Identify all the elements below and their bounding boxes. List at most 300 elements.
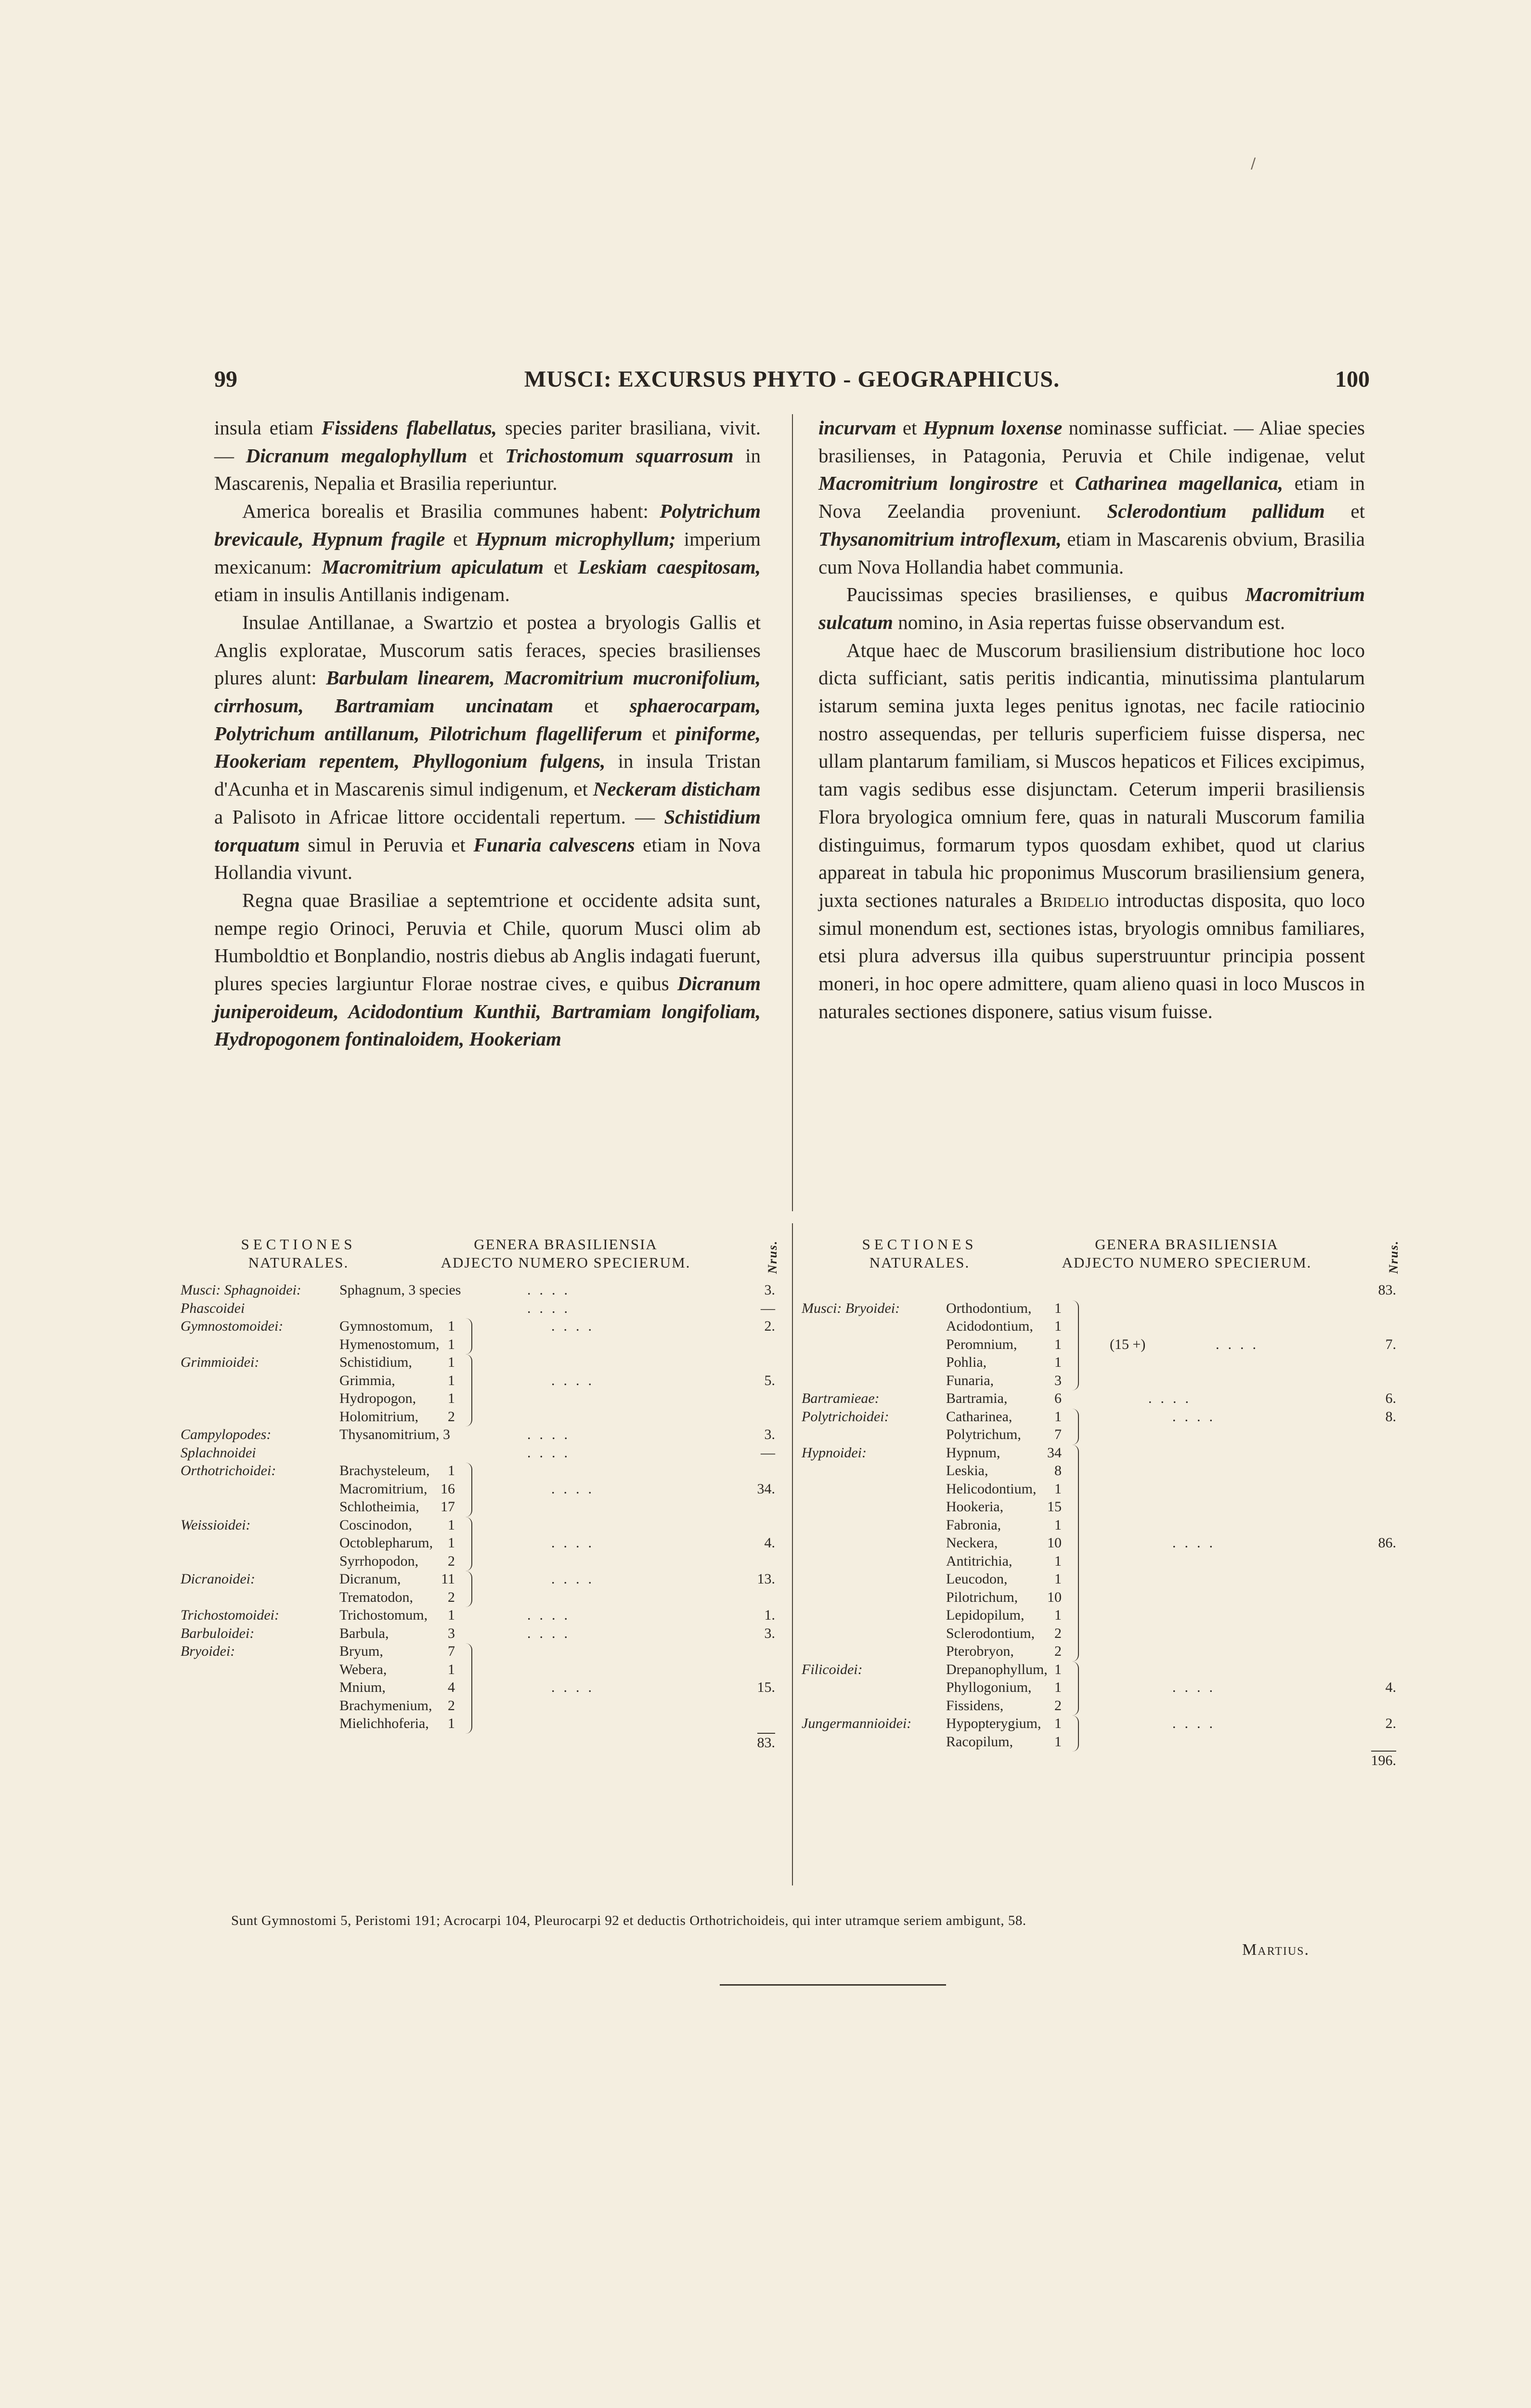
leader-dots: ....	[1216, 1336, 1265, 1352]
end-rule	[720, 1984, 946, 1986]
section-name: Weissioidei:	[181, 1517, 251, 1533]
text-run: America borealis et Brasilia communes habent:	[242, 500, 660, 523]
table-row	[181, 1281, 780, 1299]
section-group	[181, 1462, 780, 1516]
genus-name: Holomitrium,	[339, 1408, 419, 1425]
table-row	[802, 1624, 1401, 1643]
section-total: 2.	[1385, 1715, 1396, 1731]
genus-name: Sphagnum, 3 species	[339, 1282, 461, 1298]
leader-dots: ....	[1172, 1715, 1221, 1731]
paragraph	[214, 887, 761, 1053]
table-header	[181, 1235, 780, 1281]
genus-name: Gymnostomum,	[339, 1318, 433, 1334]
species-count: 1	[1054, 1571, 1062, 1587]
header-naturales: NATURALES.	[248, 1254, 349, 1271]
leader-dots: ....	[551, 1318, 600, 1334]
leader-dots: ....	[1148, 1390, 1197, 1406]
table-sum: 83.	[757, 1733, 776, 1752]
summary-line: Sunt Gymnostomi 5, Peristomi 191; Acrocarpi 104, Pleurocarpi 92 et deductis Orthotrichoideis, qui inter utramque seriem ambigunt, 58.	[231, 1913, 1026, 1928]
species-count: 1	[448, 1390, 455, 1406]
italic-run: Macromitrium sulcatum	[818, 583, 1365, 633]
table-row	[181, 1552, 780, 1570]
leader-dots: ....	[527, 1426, 576, 1442]
section-name: Phascoidei	[181, 1300, 245, 1316]
italic-run: Barbulam linearem, Macromitrium mucronifolium, cirrhosum, Bartramiam uncinatam	[214, 667, 761, 717]
text-run: a Palisoto in Africae littore occidentali repertum. —	[214, 805, 664, 828]
paragraph	[214, 609, 761, 887]
genus-name: Lepidopilum,	[946, 1607, 1025, 1623]
text-run: introductas disposita, quo loco simul monendum est, sectiones istas, bryologis omnibus familiares, etsi plura adversus illa quibus superstruuntur principia possent moneri, in hoc opere admittere, quam alieno quasi in loco Muscos in naturales sectiones disponere, satius visum fuisse.	[818, 889, 1365, 1022]
table-row	[181, 1372, 780, 1390]
species-count: 6	[1054, 1390, 1062, 1406]
italic-run: Polytrichum brevicaule, Hypnum fragile	[214, 500, 761, 550]
text-run: Atque haec de Muscorum brasiliensium distributione hoc loco dicta sufficiant, satis peritis indicantia, minutissima plantularum istarum semina juxta leges penitus ignotas, nec facile ratiocinio nostro assequendas, per telluris superficiem fuisse dispersa, nec ullam plantarum familiam, si Muscos hepaticos et Filices excipimus, tam vagis sedibus esse disjunctam. Ceterum imperii brasiliensis Flora bryologica omnium fere, quas in naturali Muscorum familia distinguimus, formarum typos quosdam exhibet, quod ut clarius appareat in tabula hic proponimus Muscorum brasiliensium genera, juxta sectiones naturales a	[818, 639, 1365, 911]
genus-name: Catharinea,	[946, 1408, 1012, 1425]
species-count: 7	[448, 1643, 455, 1659]
section-name: Filicoidei:	[802, 1661, 863, 1677]
table-row	[802, 1299, 1401, 1318]
carried-total: 83.	[1378, 1282, 1396, 1298]
table-row	[181, 1498, 780, 1516]
text-run: et	[544, 555, 578, 578]
species-count: 8	[1054, 1463, 1062, 1479]
section-name: Gymnostomoidei:	[181, 1318, 284, 1334]
species-count: 1	[1054, 1336, 1062, 1352]
brace-mark	[1071, 1715, 1079, 1752]
table-row	[181, 1624, 780, 1643]
table-row	[802, 1408, 1401, 1426]
table-row	[802, 1606, 1401, 1624]
species-count: 2	[448, 1697, 455, 1714]
text-run: etiam in insulis Antillanis indigenam.	[214, 583, 510, 606]
table-row	[802, 1480, 1401, 1498]
italic-run: Hypnum loxense	[923, 417, 1063, 439]
margin-mark: /	[1251, 155, 1256, 172]
table-row	[802, 1462, 1401, 1480]
genus-name: Leskia,	[946, 1463, 988, 1479]
leader-dots: ....	[1172, 1408, 1221, 1425]
genus-name: Syrrhopodon,	[339, 1553, 419, 1569]
section-group	[181, 1426, 780, 1444]
species-count: 2	[1054, 1625, 1062, 1641]
genus-name: Mnium,	[339, 1679, 386, 1695]
text-run: Insulae Antillanae, a Swartzio et postea a bryologis Gallis et Anglis exploratae, Muscorum satis feraces, species brasilienses plures alunt:	[214, 611, 761, 689]
genus-name: Fissidens,	[946, 1697, 1004, 1714]
section-total: 3.	[764, 1625, 775, 1641]
species-count: 10	[1047, 1535, 1062, 1551]
species-count: 1	[1054, 1300, 1062, 1316]
genus-name: Octoblepharum,	[339, 1535, 433, 1551]
text-run: et	[553, 694, 630, 717]
section-group	[802, 1444, 1401, 1661]
genus-name: Mielichhoferia,	[339, 1715, 429, 1731]
section-total: 15.	[757, 1679, 775, 1695]
section-total: 2.	[764, 1318, 775, 1334]
brace-mark	[465, 1354, 472, 1426]
section-total: 3.	[764, 1426, 775, 1442]
section-group	[181, 1570, 780, 1606]
italic-run: Macromitrium longirostre	[818, 472, 1038, 495]
text-run: insula etiam	[214, 417, 322, 439]
table-row	[802, 1714, 1401, 1733]
table-row	[181, 1389, 780, 1408]
section-group	[181, 1606, 780, 1624]
italic-run: Neckeram disticham	[593, 778, 761, 800]
text-run: et	[467, 444, 506, 467]
italic-run: Dicranum megalophyllum	[246, 444, 467, 467]
species-count: 1	[448, 1463, 455, 1479]
genus-name: Brachymenium,	[339, 1697, 432, 1714]
genus-name: Macromitrium,	[339, 1480, 428, 1497]
genus-name: Sclerodontium,	[946, 1625, 1035, 1641]
text-run: nominasse sufficiat. — Aliae species brasilienses, in Patagonia, Peruvia et Chile indigenae, velut	[818, 417, 1365, 467]
table-row	[802, 1516, 1401, 1534]
table-row	[181, 1480, 780, 1498]
species-count: 1	[1054, 1607, 1062, 1623]
section-total: 4.	[764, 1535, 775, 1551]
italic-run: Schistidium torquatum	[214, 805, 761, 856]
header-naturales: NATURALES.	[869, 1254, 970, 1271]
small-caps-run: Bridelio	[1039, 889, 1109, 911]
brace-mark	[1071, 1300, 1079, 1391]
table-row	[181, 1516, 780, 1534]
table-row	[181, 1570, 780, 1588]
table-divider	[792, 1223, 793, 1885]
genus-name: Hydropogon,	[339, 1390, 416, 1406]
section-group	[181, 1299, 780, 1318]
header-sectiones: SECTIONES	[241, 1236, 356, 1253]
italic-run: Trichostomum squarrosum	[505, 444, 734, 467]
leader-dots: ....	[551, 1679, 600, 1695]
text-run: species pariter brasiliana, vivit. —	[214, 417, 761, 467]
genus-name: Coscinodon,	[339, 1517, 412, 1533]
genus-name: Schlotheimia,	[339, 1499, 419, 1515]
brace-mark	[465, 1643, 472, 1734]
species-count: 1	[448, 1535, 455, 1551]
species-count: 1	[1054, 1715, 1062, 1731]
species-count: 1	[1054, 1318, 1062, 1334]
genus-name: Acidodontium,	[946, 1318, 1033, 1334]
species-count: 4	[448, 1679, 455, 1695]
genus-name: Hypopterygium,	[946, 1715, 1041, 1731]
text-run: etiam in Nova Hollandia vivunt.	[214, 833, 761, 884]
text-run: imperium mexicanum:	[214, 527, 761, 578]
table-row	[181, 1661, 780, 1679]
species-count: 34	[1047, 1444, 1062, 1461]
leader-dots: ....	[551, 1372, 600, 1388]
section-name: Grimmioidei:	[181, 1354, 259, 1370]
species-count: 1	[1054, 1679, 1062, 1695]
header-sectiones: SECTIONES	[862, 1236, 977, 1253]
text-run: etiam in Mascarenis obvium, Brasilia cum Nova Hollandia habet communia.	[818, 527, 1365, 578]
table-body	[181, 1281, 780, 1733]
species-count: 10	[1047, 1589, 1062, 1605]
genus-name: Schistidium,	[339, 1354, 412, 1370]
table-row	[802, 1335, 1401, 1354]
species-count: 1	[448, 1336, 455, 1352]
italic-run: piniforme, Hookeriam repentem, Phyllogonium fulgens,	[214, 722, 761, 772]
table-row	[802, 1733, 1401, 1751]
text-run: et	[896, 417, 923, 439]
section-total: 5.	[764, 1372, 775, 1388]
species-count: 2	[1054, 1643, 1062, 1659]
section-group	[181, 1642, 780, 1733]
section-total: 86.	[1378, 1535, 1396, 1551]
section-name: Jungermannioidei:	[802, 1715, 912, 1731]
italic-run: Fissidens flabellatus,	[321, 417, 497, 439]
section-name: Musci: Bryoidei:	[802, 1300, 900, 1316]
species-count: 3	[448, 1625, 455, 1641]
table-row	[181, 1642, 780, 1661]
table-row	[802, 1678, 1401, 1697]
italic-run: Dicranum juniperoideum, Acidodontium Kunthii, Bartramiam longifoliam, Hydropogonem fontinaloidem, Hookeriam	[214, 972, 761, 1050]
page-number-right: 100	[1335, 366, 1370, 392]
genus-name: Polytrichum,	[946, 1426, 1021, 1442]
species-count: 3	[1054, 1372, 1062, 1388]
section-total: 34.	[757, 1480, 775, 1497]
species-count: 1	[1054, 1408, 1062, 1425]
right-text-column	[818, 414, 1365, 1025]
leader-dots: ....	[527, 1607, 576, 1623]
brace-mark	[465, 1463, 472, 1517]
species-count: 1	[448, 1517, 455, 1533]
genus-name: Trichostomum,	[339, 1607, 428, 1623]
species-count: 1	[1054, 1661, 1062, 1677]
leader-dots: ....	[527, 1625, 576, 1641]
section-group	[802, 1408, 1401, 1444]
species-count: 1	[1054, 1480, 1062, 1497]
species-count: 1	[1054, 1553, 1062, 1569]
table-row	[181, 1408, 780, 1426]
table-header	[802, 1235, 1401, 1281]
italic-run: sphaerocarpam, Polytrichum antillanum, Pilotrichum flagelliferum	[214, 694, 761, 745]
table-row	[802, 1389, 1401, 1408]
species-count: 1	[448, 1372, 455, 1388]
brace-mark	[1071, 1662, 1079, 1716]
genus-name: Hookeria,	[946, 1499, 1004, 1515]
table-row	[802, 1697, 1401, 1715]
text-run: Regna quae Brasiliae a septemtrione et occidente adsita sunt, nempe regio Orinoci, Peruvia et Chile, quorum Musci olim ab Humboldtio et Bonplandio, nostris diebus ab Anglis indagati fuerunt, plures species largiuntur Florae nostrae cives, e quibus	[214, 889, 761, 995]
brace-mark	[465, 1318, 472, 1354]
text-run: etiam in Nova Zeelandia proveniunt.	[818, 472, 1365, 523]
section-group	[802, 1714, 1401, 1751]
leader-dots: ....	[551, 1480, 600, 1497]
section-group	[802, 1299, 1401, 1390]
genus-name: Racopilum,	[946, 1733, 1013, 1750]
species-count: 7	[1054, 1426, 1062, 1442]
table-row	[802, 1570, 1401, 1588]
italic-run: Sclerodontium pallidum	[1107, 500, 1325, 523]
section-group	[181, 1317, 780, 1353]
table-row	[802, 1372, 1401, 1390]
page-number-left: 99	[214, 366, 237, 392]
table-row	[181, 1353, 780, 1372]
species-count: 1	[448, 1354, 455, 1370]
table-row	[802, 1588, 1401, 1607]
italic-run: Thysanomitrium introflexum,	[818, 527, 1062, 550]
section-total: —	[761, 1444, 775, 1461]
genus-name: Webera,	[339, 1661, 387, 1677]
species-count: 2	[448, 1408, 455, 1425]
table-sum: 196.	[1371, 1751, 1397, 1770]
genus-name: Hymenostomum,	[339, 1336, 440, 1352]
table-row	[181, 1534, 780, 1552]
text-run: et	[445, 527, 476, 550]
species-count: 1	[448, 1607, 455, 1623]
section-total: 4.	[1385, 1679, 1396, 1695]
text-run: simul in Peruvia et	[299, 833, 474, 856]
leader-dots: ....	[551, 1571, 600, 1587]
genus-name: Thysanomitrium, 3	[339, 1426, 450, 1442]
genus-name: Pilotrichum,	[946, 1589, 1018, 1605]
section-name: Hypnoidei:	[802, 1444, 867, 1461]
section-total: 3.	[764, 1282, 775, 1298]
table-row	[802, 1317, 1401, 1335]
paragraph	[214, 414, 761, 497]
genus-name: Pterobryon,	[946, 1643, 1014, 1659]
genus-name: Drepanophyllum,	[946, 1661, 1048, 1677]
species-count: 2	[448, 1553, 455, 1569]
genus-name: Orthodontium,	[946, 1300, 1032, 1316]
text-run: in Mascarenis, Nepalia et Brasilia reperiuntur.	[214, 444, 761, 495]
species-count: 1	[448, 1661, 455, 1677]
header-genera: GENERA BRASILIENSIA	[474, 1236, 658, 1253]
leader-dots: ....	[1172, 1679, 1221, 1695]
leader-dots: ....	[527, 1300, 576, 1316]
genus-name: Dicranum,	[339, 1571, 401, 1587]
section-group	[181, 1624, 780, 1643]
brace-mark	[465, 1571, 472, 1607]
species-count: 2	[1054, 1697, 1062, 1714]
brace-mark	[465, 1517, 472, 1571]
genus-name: Barbula,	[339, 1625, 389, 1641]
table-row	[181, 1714, 780, 1733]
section-group	[181, 1516, 780, 1570]
section-name: Polytrichoidei:	[802, 1408, 889, 1425]
section-name: Bryoidei:	[181, 1643, 235, 1659]
section-name: Campylopodes:	[181, 1426, 272, 1442]
leader-dots: ....	[527, 1444, 576, 1461]
leader-dots: ....	[527, 1282, 576, 1298]
table-row	[181, 1426, 780, 1444]
column-divider	[792, 414, 793, 1211]
species-count: 1	[448, 1715, 455, 1731]
header-nrus: Nrus.	[766, 1240, 779, 1274]
table-row	[181, 1299, 780, 1318]
paragraph	[214, 497, 761, 609]
brace-mark	[1071, 1409, 1079, 1445]
genus-name: Trematodon,	[339, 1589, 414, 1605]
genus-name: Antitrichia,	[946, 1553, 1012, 1569]
text-run: in insula Tristan d'Acunha et in Mascarenis simul indigenum, et	[214, 750, 761, 800]
genus-name: Neckera,	[946, 1535, 998, 1551]
section-name: Musci: Sphagnoidei:	[181, 1282, 301, 1298]
genus-name: Leucodon,	[946, 1571, 1008, 1587]
genus-name: Phyllogonium,	[946, 1679, 1032, 1695]
species-count: 1	[448, 1318, 455, 1334]
species-count: 17	[441, 1499, 455, 1515]
author-signature: Martius.	[1242, 1941, 1310, 1959]
species-count: 2	[448, 1589, 455, 1605]
italic-run: Macromitrium apiculatum	[322, 555, 544, 578]
section-name: Barbuloidei:	[181, 1625, 255, 1641]
table-row	[181, 1335, 780, 1354]
species-count: 1	[1054, 1354, 1062, 1370]
paragraph	[818, 581, 1365, 636]
table-row	[802, 1444, 1401, 1462]
leader-dots: ....	[551, 1535, 600, 1551]
genus-name: Bartramia,	[946, 1390, 1008, 1406]
genera-table-left	[181, 1235, 780, 1751]
header-nrus: Nrus.	[1387, 1240, 1401, 1274]
table-row	[181, 1317, 780, 1335]
header-adjecto: ADJECTO NUMERO SPECIERUM.	[1062, 1254, 1312, 1271]
text-run: et	[1038, 472, 1075, 495]
genus-name: Fabronia,	[946, 1517, 1001, 1533]
section-name: Dicranoidei:	[181, 1571, 255, 1587]
left-text-column	[214, 414, 761, 1053]
table-row	[181, 1588, 780, 1607]
section-total: 8.	[1385, 1408, 1396, 1425]
italic-run: Leskiam caespitosam,	[578, 555, 761, 578]
section-group	[181, 1444, 780, 1462]
section-group	[181, 1353, 780, 1426]
table-row	[802, 1642, 1401, 1661]
table-row	[181, 1606, 780, 1624]
section-total: 1.	[764, 1607, 775, 1623]
brace-mark	[1071, 1445, 1079, 1662]
table-row	[802, 1498, 1401, 1516]
section-name: Bartramieae:	[802, 1390, 880, 1406]
section-name: Trichostomoidei:	[181, 1607, 280, 1623]
running-title: MUSCI: EXCURSUS PHYTO - GEOGRAPHICUS.	[524, 366, 1060, 392]
species-count: 1	[1054, 1517, 1062, 1533]
section-group	[802, 1389, 1401, 1408]
italic-run: Funaria calvescens	[473, 833, 635, 856]
header-genera: GENERA BRASILIENSIA	[1095, 1236, 1279, 1253]
table-row	[802, 1534, 1401, 1552]
table-row	[802, 1552, 1401, 1570]
paragraph	[818, 414, 1365, 581]
table-row	[181, 1462, 780, 1480]
genus-name: Peromnium,	[946, 1336, 1017, 1352]
header-adjecto: ADJECTO NUMERO SPECIERUM.	[441, 1254, 691, 1271]
table-row	[802, 1353, 1401, 1372]
table-row	[181, 1444, 780, 1462]
text-run: et	[1324, 500, 1365, 523]
running-header	[214, 366, 1370, 400]
text-run: et	[642, 722, 676, 745]
paragraph	[818, 637, 1365, 1026]
section-group	[181, 1281, 780, 1299]
genus-name: Pohlia,	[946, 1354, 987, 1370]
text-run: Paucissimas species brasilienses, e quibus	[846, 583, 1246, 606]
italic-run: Hypnum microphyllum;	[475, 527, 676, 550]
italic-run: Catharinea magellanica,	[1075, 472, 1284, 495]
table-row	[181, 1697, 780, 1715]
genus-name: Grimmia,	[339, 1372, 395, 1388]
text-run: nomino, in Asia repertas fuisse observandum est.	[893, 611, 1285, 633]
table-row	[802, 1426, 1401, 1444]
section-name: Orthotrichoidei:	[181, 1463, 276, 1479]
table-row	[802, 1661, 1401, 1679]
section-total: 7.	[1385, 1336, 1396, 1352]
genus-name: Hypnum,	[946, 1444, 1000, 1461]
table-row	[181, 1678, 780, 1697]
species-count: 16	[441, 1480, 455, 1497]
genus-name: Funaria,	[946, 1372, 994, 1388]
genera-table-right	[802, 1235, 1401, 1769]
